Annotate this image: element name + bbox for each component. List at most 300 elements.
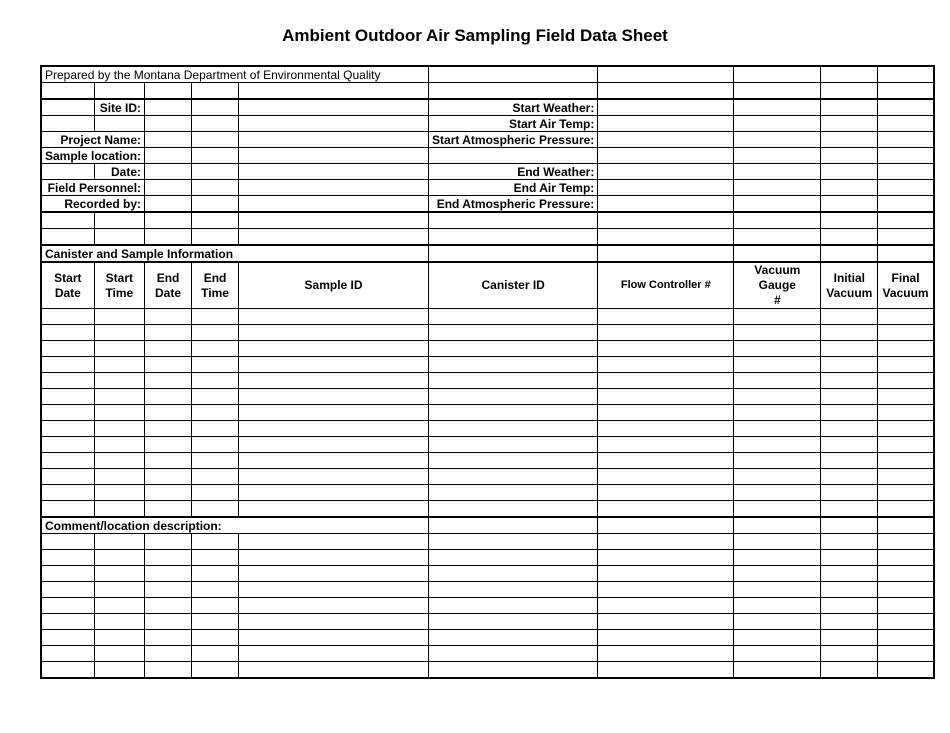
- grid-cell[interactable]: [239, 566, 429, 582]
- cell[interactable]: [598, 229, 734, 246]
- cell[interactable]: [145, 83, 192, 100]
- grid-cell[interactable]: [41, 550, 94, 566]
- grid-cell[interactable]: [192, 389, 239, 405]
- sample-location-field[interactable]: [239, 148, 429, 164]
- grid-cell[interactable]: [734, 469, 821, 485]
- sample-location-field[interactable]: [192, 148, 239, 164]
- grid-cell[interactable]: [734, 614, 821, 630]
- grid-cell[interactable]: [734, 485, 821, 501]
- cell[interactable]: [821, 164, 878, 180]
- grid-cell[interactable]: [239, 357, 429, 373]
- grid-cell[interactable]: [94, 389, 144, 405]
- grid-cell[interactable]: [429, 389, 598, 405]
- grid-cell[interactable]: [734, 630, 821, 646]
- grid-cell[interactable]: [94, 453, 144, 469]
- grid-cell[interactable]: [821, 534, 878, 550]
- date-field[interactable]: [145, 164, 192, 180]
- grid-cell[interactable]: [734, 453, 821, 469]
- grid-cell[interactable]: [821, 501, 878, 518]
- grid-cell[interactable]: [598, 662, 734, 679]
- grid-cell[interactable]: [192, 566, 239, 582]
- grid-cell[interactable]: [192, 421, 239, 437]
- grid-cell[interactable]: [41, 373, 94, 389]
- grid-cell[interactable]: [192, 373, 239, 389]
- grid-cell[interactable]: [41, 662, 94, 679]
- cell[interactable]: [821, 132, 878, 148]
- grid-cell[interactable]: [598, 501, 734, 518]
- grid-cell[interactable]: [94, 373, 144, 389]
- grid-cell[interactable]: [429, 357, 598, 373]
- grid-cell[interactable]: [94, 566, 144, 582]
- comment-cell[interactable]: [821, 517, 878, 534]
- end-air-temp-field[interactable]: [598, 180, 734, 196]
- site-id-field[interactable]: [145, 99, 192, 116]
- cell[interactable]: [734, 99, 821, 116]
- cell[interactable]: [734, 164, 821, 180]
- cell[interactable]: [94, 83, 144, 100]
- grid-cell[interactable]: [192, 453, 239, 469]
- grid-cell[interactable]: [878, 598, 934, 614]
- comment-cell[interactable]: [734, 517, 821, 534]
- grid-cell[interactable]: [734, 534, 821, 550]
- grid-cell[interactable]: [94, 405, 144, 421]
- cell[interactable]: [192, 83, 239, 100]
- grid-cell[interactable]: [821, 614, 878, 630]
- grid-cell[interactable]: [192, 630, 239, 646]
- grid-cell[interactable]: [145, 357, 192, 373]
- cell[interactable]: [239, 212, 429, 229]
- grid-cell[interactable]: [94, 598, 144, 614]
- cell[interactable]: [821, 180, 878, 196]
- grid-cell[interactable]: [734, 405, 821, 421]
- grid-cell[interactable]: [429, 341, 598, 357]
- grid-cell[interactable]: [429, 453, 598, 469]
- project-name-field[interactable]: [145, 132, 192, 148]
- cell[interactable]: [734, 66, 821, 83]
- grid-cell[interactable]: [878, 646, 934, 662]
- grid-cell[interactable]: [598, 453, 734, 469]
- cell[interactable]: [429, 83, 598, 100]
- comment-cell[interactable]: [878, 517, 934, 534]
- grid-cell[interactable]: [239, 646, 429, 662]
- grid-cell[interactable]: [145, 582, 192, 598]
- grid-cell[interactable]: [41, 469, 94, 485]
- cell[interactable]: [41, 212, 94, 229]
- grid-cell[interactable]: [239, 534, 429, 550]
- grid-cell[interactable]: [821, 485, 878, 501]
- grid-cell[interactable]: [429, 405, 598, 421]
- grid-cell[interactable]: [192, 614, 239, 630]
- grid-cell[interactable]: [878, 662, 934, 679]
- grid-cell[interactable]: [598, 630, 734, 646]
- grid-cell[interactable]: [145, 309, 192, 325]
- grid-cell[interactable]: [41, 437, 94, 453]
- grid-cell[interactable]: [598, 373, 734, 389]
- cell[interactable]: [821, 212, 878, 229]
- cell[interactable]: [878, 116, 934, 132]
- cell[interactable]: [878, 180, 934, 196]
- cell[interactable]: [41, 83, 94, 100]
- grid-cell[interactable]: [429, 614, 598, 630]
- grid-cell[interactable]: [878, 453, 934, 469]
- cell[interactable]: [145, 212, 192, 229]
- grid-cell[interactable]: [94, 630, 144, 646]
- grid-cell[interactable]: [239, 437, 429, 453]
- cell[interactable]: [878, 212, 934, 229]
- grid-cell[interactable]: [41, 405, 94, 421]
- grid-cell[interactable]: [429, 534, 598, 550]
- cell[interactable]: [878, 196, 934, 213]
- site-id-field[interactable]: [239, 99, 429, 116]
- comment-cell[interactable]: [429, 517, 598, 534]
- grid-cell[interactable]: [734, 389, 821, 405]
- grid-cell[interactable]: [429, 582, 598, 598]
- cell[interactable]: [429, 66, 598, 83]
- cell[interactable]: [878, 229, 934, 246]
- cell[interactable]: [239, 116, 429, 132]
- cell[interactable]: [821, 196, 878, 213]
- date-field[interactable]: [239, 164, 429, 180]
- grid-cell[interactable]: [145, 389, 192, 405]
- grid-cell[interactable]: [878, 341, 934, 357]
- grid-cell[interactable]: [41, 357, 94, 373]
- grid-cell[interactable]: [429, 325, 598, 341]
- grid-cell[interactable]: [145, 485, 192, 501]
- cell[interactable]: [734, 148, 821, 164]
- grid-cell[interactable]: [41, 485, 94, 501]
- start-air-temp-field[interactable]: [598, 116, 734, 132]
- cell[interactable]: [239, 83, 429, 100]
- grid-cell[interactable]: [734, 598, 821, 614]
- grid-cell[interactable]: [429, 550, 598, 566]
- grid-cell[interactable]: [821, 469, 878, 485]
- grid-cell[interactable]: [598, 598, 734, 614]
- cell[interactable]: [429, 148, 598, 164]
- grid-cell[interactable]: [821, 550, 878, 566]
- grid-cell[interactable]: [734, 325, 821, 341]
- cell[interactable]: [878, 148, 934, 164]
- grid-cell[interactable]: [145, 550, 192, 566]
- grid-cell[interactable]: [192, 534, 239, 550]
- grid-cell[interactable]: [94, 437, 144, 453]
- grid-cell[interactable]: [192, 357, 239, 373]
- grid-cell[interactable]: [821, 598, 878, 614]
- grid-cell[interactable]: [239, 501, 429, 518]
- grid-cell[interactable]: [145, 501, 192, 518]
- date-field[interactable]: [192, 164, 239, 180]
- cell[interactable]: [878, 99, 934, 116]
- cell[interactable]: [821, 116, 878, 132]
- grid-cell[interactable]: [429, 598, 598, 614]
- grid-cell[interactable]: [598, 405, 734, 421]
- grid-cell[interactable]: [239, 373, 429, 389]
- recorded-by-field[interactable]: [145, 196, 192, 213]
- cell[interactable]: [192, 229, 239, 246]
- grid-cell[interactable]: [429, 501, 598, 518]
- cell[interactable]: [192, 212, 239, 229]
- grid-cell[interactable]: [94, 662, 144, 679]
- grid-cell[interactable]: [94, 469, 144, 485]
- grid-cell[interactable]: [598, 389, 734, 405]
- cell[interactable]: [429, 212, 598, 229]
- grid-cell[interactable]: [734, 373, 821, 389]
- grid-cell[interactable]: [734, 662, 821, 679]
- cell[interactable]: [734, 132, 821, 148]
- grid-cell[interactable]: [192, 405, 239, 421]
- grid-cell[interactable]: [598, 341, 734, 357]
- grid-cell[interactable]: [821, 389, 878, 405]
- grid-cell[interactable]: [239, 405, 429, 421]
- grid-cell[interactable]: [192, 550, 239, 566]
- grid-cell[interactable]: [192, 485, 239, 501]
- grid-cell[interactable]: [41, 598, 94, 614]
- grid-cell[interactable]: [734, 646, 821, 662]
- grid-cell[interactable]: [239, 582, 429, 598]
- cell[interactable]: [41, 229, 94, 246]
- cell[interactable]: [145, 229, 192, 246]
- field-personnel-field[interactable]: [239, 180, 429, 196]
- grid-cell[interactable]: [41, 646, 94, 662]
- grid-cell[interactable]: [145, 325, 192, 341]
- grid-cell[interactable]: [41, 630, 94, 646]
- grid-cell[interactable]: [192, 325, 239, 341]
- grid-cell[interactable]: [878, 469, 934, 485]
- grid-cell[interactable]: [821, 325, 878, 341]
- grid-cell[interactable]: [734, 357, 821, 373]
- field-personnel-field[interactable]: [192, 180, 239, 196]
- grid-cell[interactable]: [239, 630, 429, 646]
- grid-cell[interactable]: [239, 325, 429, 341]
- grid-cell[interactable]: [41, 534, 94, 550]
- recorded-by-field[interactable]: [192, 196, 239, 213]
- end-weather-field[interactable]: [598, 164, 734, 180]
- grid-cell[interactable]: [734, 582, 821, 598]
- grid-cell[interactable]: [598, 437, 734, 453]
- project-name-field[interactable]: [192, 132, 239, 148]
- cell[interactable]: [734, 116, 821, 132]
- grid-cell[interactable]: [145, 421, 192, 437]
- cell[interactable]: [598, 83, 734, 100]
- grid-cell[interactable]: [429, 662, 598, 679]
- cell[interactable]: [821, 229, 878, 246]
- grid-cell[interactable]: [239, 662, 429, 679]
- cell[interactable]: [821, 99, 878, 116]
- grid-cell[interactable]: [821, 437, 878, 453]
- grid-cell[interactable]: [429, 373, 598, 389]
- grid-cell[interactable]: [192, 309, 239, 325]
- grid-cell[interactable]: [239, 485, 429, 501]
- grid-cell[interactable]: [821, 662, 878, 679]
- grid-cell[interactable]: [239, 341, 429, 357]
- grid-cell[interactable]: [94, 341, 144, 357]
- grid-cell[interactable]: [878, 421, 934, 437]
- grid-cell[interactable]: [598, 550, 734, 566]
- grid-cell[interactable]: [429, 437, 598, 453]
- grid-cell[interactable]: [878, 566, 934, 582]
- grid-cell[interactable]: [821, 373, 878, 389]
- grid-cell[interactable]: [94, 325, 144, 341]
- grid-cell[interactable]: [598, 485, 734, 501]
- cell[interactable]: [734, 196, 821, 213]
- grid-cell[interactable]: [821, 453, 878, 469]
- grid-cell[interactable]: [821, 405, 878, 421]
- cell[interactable]: [821, 66, 878, 83]
- grid-cell[interactable]: [821, 630, 878, 646]
- cell[interactable]: [429, 229, 598, 246]
- grid-cell[interactable]: [734, 421, 821, 437]
- grid-cell[interactable]: [41, 453, 94, 469]
- cell[interactable]: [598, 66, 734, 83]
- cell[interactable]: [821, 83, 878, 100]
- grid-cell[interactable]: [821, 341, 878, 357]
- grid-cell[interactable]: [145, 534, 192, 550]
- grid-cell[interactable]: [41, 341, 94, 357]
- grid-cell[interactable]: [94, 485, 144, 501]
- cell[interactable]: [239, 229, 429, 246]
- grid-cell[interactable]: [192, 598, 239, 614]
- grid-cell[interactable]: [145, 341, 192, 357]
- cell[interactable]: [598, 148, 734, 164]
- grid-cell[interactable]: [821, 421, 878, 437]
- grid-cell[interactable]: [239, 421, 429, 437]
- grid-cell[interactable]: [239, 469, 429, 485]
- grid-cell[interactable]: [878, 582, 934, 598]
- grid-cell[interactable]: [821, 646, 878, 662]
- grid-cell[interactable]: [239, 598, 429, 614]
- grid-cell[interactable]: [598, 614, 734, 630]
- grid-cell[interactable]: [145, 453, 192, 469]
- grid-cell[interactable]: [429, 630, 598, 646]
- sample-location-field[interactable]: [145, 148, 192, 164]
- grid-cell[interactable]: [878, 325, 934, 341]
- grid-cell[interactable]: [94, 646, 144, 662]
- cell[interactable]: [734, 180, 821, 196]
- grid-cell[interactable]: [41, 501, 94, 518]
- grid-cell[interactable]: [239, 614, 429, 630]
- grid-cell[interactable]: [429, 485, 598, 501]
- grid-cell[interactable]: [878, 309, 934, 325]
- grid-cell[interactable]: [429, 309, 598, 325]
- grid-cell[interactable]: [878, 550, 934, 566]
- grid-cell[interactable]: [239, 453, 429, 469]
- grid-cell[interactable]: [145, 566, 192, 582]
- cell[interactable]: [94, 229, 144, 246]
- grid-cell[interactable]: [145, 469, 192, 485]
- grid-cell[interactable]: [821, 566, 878, 582]
- grid-cell[interactable]: [239, 389, 429, 405]
- grid-cell[interactable]: [94, 309, 144, 325]
- grid-cell[interactable]: [598, 469, 734, 485]
- grid-cell[interactable]: [878, 630, 934, 646]
- grid-cell[interactable]: [598, 566, 734, 582]
- cell[interactable]: [192, 116, 239, 132]
- cell[interactable]: [878, 132, 934, 148]
- grid-cell[interactable]: [598, 325, 734, 341]
- grid-cell[interactable]: [878, 501, 934, 518]
- grid-cell[interactable]: [429, 421, 598, 437]
- cell[interactable]: [878, 83, 934, 100]
- field-personnel-field[interactable]: [145, 180, 192, 196]
- grid-cell[interactable]: [145, 437, 192, 453]
- cell[interactable]: [734, 212, 821, 229]
- grid-cell[interactable]: [598, 646, 734, 662]
- site-id-field[interactable]: [192, 99, 239, 116]
- grid-cell[interactable]: [821, 357, 878, 373]
- grid-cell[interactable]: [41, 614, 94, 630]
- grid-cell[interactable]: [145, 598, 192, 614]
- grid-cell[interactable]: [145, 373, 192, 389]
- grid-cell[interactable]: [41, 325, 94, 341]
- grid-cell[interactable]: [821, 309, 878, 325]
- cell[interactable]: [734, 83, 821, 100]
- grid-cell[interactable]: [94, 421, 144, 437]
- grid-cell[interactable]: [821, 582, 878, 598]
- grid-cell[interactable]: [192, 646, 239, 662]
- grid-cell[interactable]: [878, 534, 934, 550]
- grid-cell[interactable]: [192, 501, 239, 518]
- grid-cell[interactable]: [734, 437, 821, 453]
- end-pressure-field[interactable]: [598, 196, 734, 213]
- grid-cell[interactable]: [878, 389, 934, 405]
- grid-cell[interactable]: [145, 630, 192, 646]
- grid-cell[interactable]: [94, 534, 144, 550]
- cell[interactable]: [734, 229, 821, 246]
- grid-cell[interactable]: [429, 566, 598, 582]
- grid-cell[interactable]: [734, 309, 821, 325]
- grid-cell[interactable]: [94, 550, 144, 566]
- recorded-by-field[interactable]: [239, 196, 429, 213]
- cell[interactable]: [145, 116, 192, 132]
- grid-cell[interactable]: [429, 469, 598, 485]
- grid-cell[interactable]: [734, 550, 821, 566]
- grid-cell[interactable]: [734, 566, 821, 582]
- grid-cell[interactable]: [239, 550, 429, 566]
- grid-cell[interactable]: [878, 614, 934, 630]
- grid-cell[interactable]: [145, 662, 192, 679]
- grid-cell[interactable]: [598, 309, 734, 325]
- grid-cell[interactable]: [192, 662, 239, 679]
- grid-cell[interactable]: [598, 582, 734, 598]
- grid-cell[interactable]: [94, 357, 144, 373]
- cell[interactable]: [878, 66, 934, 83]
- project-name-field[interactable]: [239, 132, 429, 148]
- grid-cell[interactable]: [41, 309, 94, 325]
- grid-cell[interactable]: [239, 309, 429, 325]
- grid-cell[interactable]: [192, 437, 239, 453]
- grid-cell[interactable]: [598, 534, 734, 550]
- grid-cell[interactable]: [878, 405, 934, 421]
- grid-cell[interactable]: [41, 582, 94, 598]
- cell[interactable]: [821, 148, 878, 164]
- grid-cell[interactable]: [192, 341, 239, 357]
- grid-cell[interactable]: [878, 485, 934, 501]
- grid-cell[interactable]: [145, 405, 192, 421]
- grid-cell[interactable]: [94, 582, 144, 598]
- comment-cell[interactable]: [598, 517, 734, 534]
- grid-cell[interactable]: [429, 646, 598, 662]
- cell[interactable]: [878, 164, 934, 180]
- grid-cell[interactable]: [192, 469, 239, 485]
- grid-cell[interactable]: [145, 646, 192, 662]
- start-weather-field[interactable]: [598, 99, 734, 116]
- grid-cell[interactable]: [734, 501, 821, 518]
- grid-cell[interactable]: [878, 357, 934, 373]
- grid-cell[interactable]: [734, 341, 821, 357]
- grid-cell[interactable]: [598, 357, 734, 373]
- grid-cell[interactable]: [192, 582, 239, 598]
- cell[interactable]: [598, 212, 734, 229]
- cell[interactable]: [94, 212, 144, 229]
